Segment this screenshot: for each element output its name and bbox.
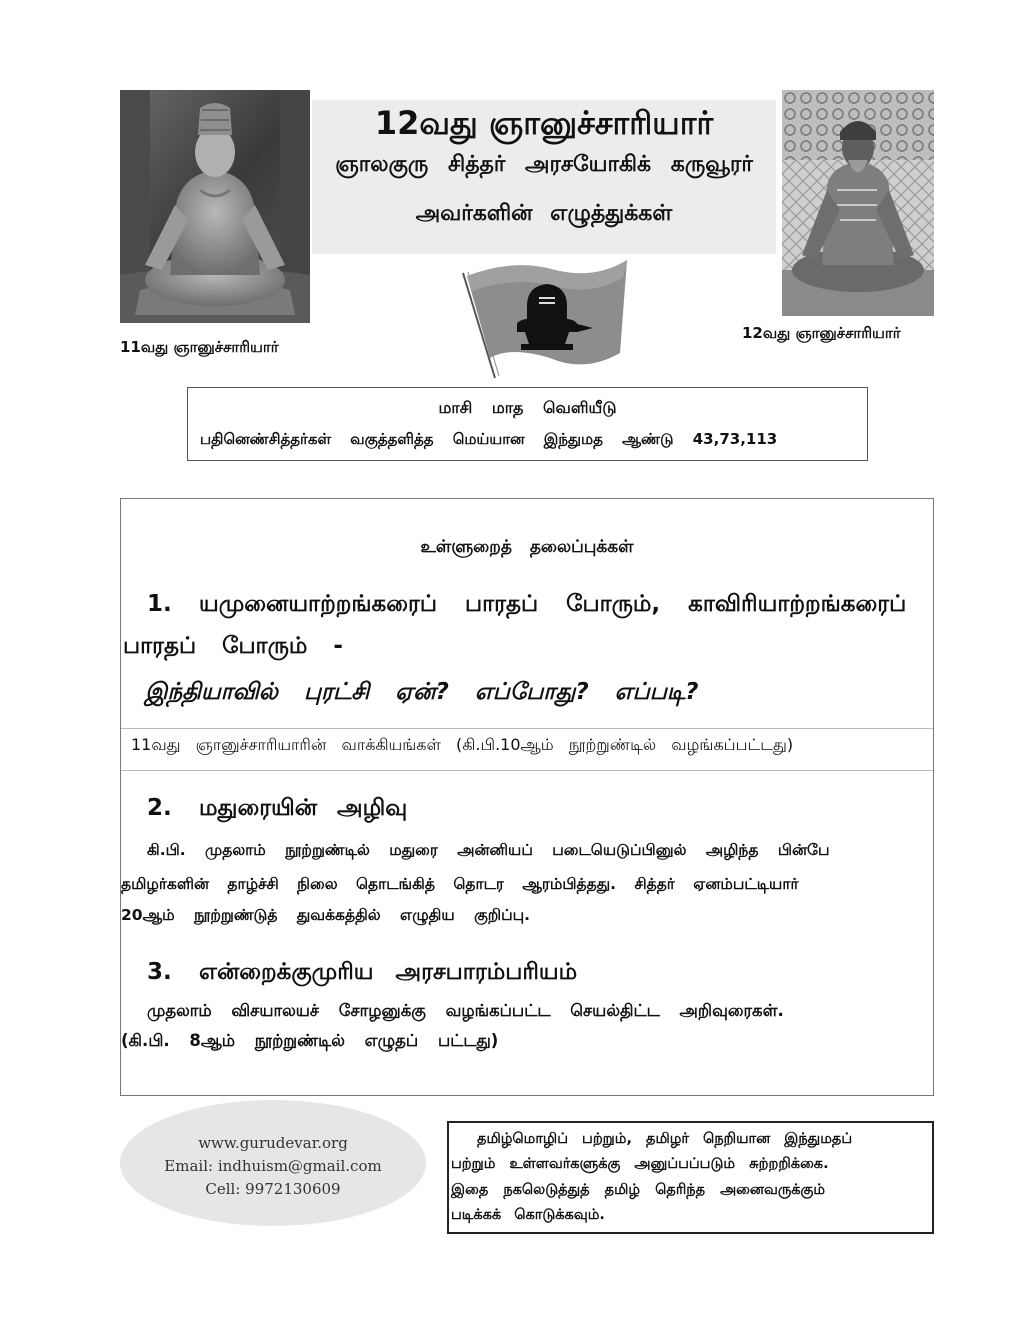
section-3-title: [121, 959, 933, 988]
page-title: 12வது ஞானுச்சாரியார்: [374, 104, 714, 142]
title-subtitle: அவர்களின் எழுத்துக்கள்: [415, 201, 673, 226]
section-1-number: 1.: [147, 591, 172, 617]
release-info-box: [187, 387, 868, 461]
section-3-title-text: என்றைக்குமுரிய அரசபாரம்பரியம்: [199, 959, 578, 985]
seated-yogi-photo: [782, 90, 934, 316]
contents-heading: உள்ளுறைத் தலைப்புக்கள்: [420, 537, 634, 557]
contact-info: [120, 1100, 426, 1226]
section-1-title: [121, 591, 933, 620]
shiva-lingam-flag-icon: [455, 258, 635, 380]
section-3-line-2: (கி.பி. 8ஆம் நூற்றுண்டில் எழுதப் பட்டது): [121, 1031, 499, 1050]
notice-line-1: தமிழ்மொழிப் பற்றும், தமிழர் நெறியான இந்துமதப்: [477, 1131, 853, 1147]
section-2-number: 2.: [147, 795, 172, 821]
title-box: [312, 100, 776, 254]
cell-number: Cell: 9972130609: [205, 1180, 341, 1198]
section-1-note-bottom-rule: [121, 770, 933, 771]
section-2-line-2: தமிழர்களின் தாழ்ச்சி நிலை தொடங்கித் தொடர ஆரம்பித்தது. சித்தர் ஏனம்பட்டியார்: [121, 875, 799, 893]
release-month: மாசி மாத வெளியீடு: [438, 398, 617, 417]
section-3-number: 3.: [147, 959, 172, 985]
right-photo-caption: 12வது ஞானுச்சாரியார்: [742, 324, 901, 342]
section-2-line-3: 20ஆம் நூற்றுண்டுத் துவக்கத்தில் எழுதிய குறிப்பு.: [121, 906, 531, 924]
left-photo-caption: 11வது ஞானுச்சாரியார்: [120, 338, 279, 356]
section-3-line-1: முதலாம் விசயாலயச் சோழனுக்கு வழங்கப்பட்ட செயல்திட்ட அறிவுரைகள்.: [147, 1001, 784, 1020]
seated-sage-statue-photo: [120, 90, 310, 323]
notice-line-3: இதை நகலெடுத்துத் தமிழ் தெரிந்த அனைவருக்கும்: [451, 1182, 826, 1198]
section-1-note-top-rule: [121, 728, 933, 729]
section-2-title-text: மதுரையின் அழிவு: [199, 795, 408, 821]
website-link[interactable]: www.gurudevar.org: [198, 1134, 348, 1152]
section-1-title-a: யமுனையாற்றங்கரைப் பாரதப் போரும், காவிரியாற்றங்கரைப்: [199, 591, 907, 617]
section-1-subtitle: இந்தியாவில் புரட்சி ஏன்? எப்போது? எப்படி?: [145, 679, 699, 705]
notice-line-4: படிக்கக் கொடுக்கவும்.: [451, 1207, 605, 1223]
section-1-title-b: பாரதப் போரும் -: [123, 633, 343, 659]
contents-box: [120, 498, 934, 1096]
notice-box: [447, 1121, 934, 1234]
notice-line-2: பற்றும் உள்ளவர்களுக்கு அனுப்பப்படும் சுற்றறிக்கை.: [451, 1156, 829, 1172]
section-2-title: [121, 795, 933, 824]
title-author: ஞாலகுரு சித்தர் அரசயோகிக் கருவூரர்: [335, 152, 753, 177]
release-year: பதினெண்சித்தர்கள் வகுத்தளித்த மெய்யான இந்துமத ஆண்டு 43,73,113: [200, 430, 778, 448]
section-2-line-1: கி.பி. முதலாம் நூற்றுண்டில் மதுரை அன்னியப் படையெடுப்பினுல் அழிந்த பின்பே: [147, 841, 830, 859]
email-address[interactable]: Email: indhuism@gmail.com: [164, 1157, 382, 1175]
section-1-note: 11வது ஞானுச்சாரியாரின் வாக்கியங்கள் (கி.பி.10ஆம் நூற்றுண்டில் வழங்கப்பட்டது): [131, 735, 794, 754]
